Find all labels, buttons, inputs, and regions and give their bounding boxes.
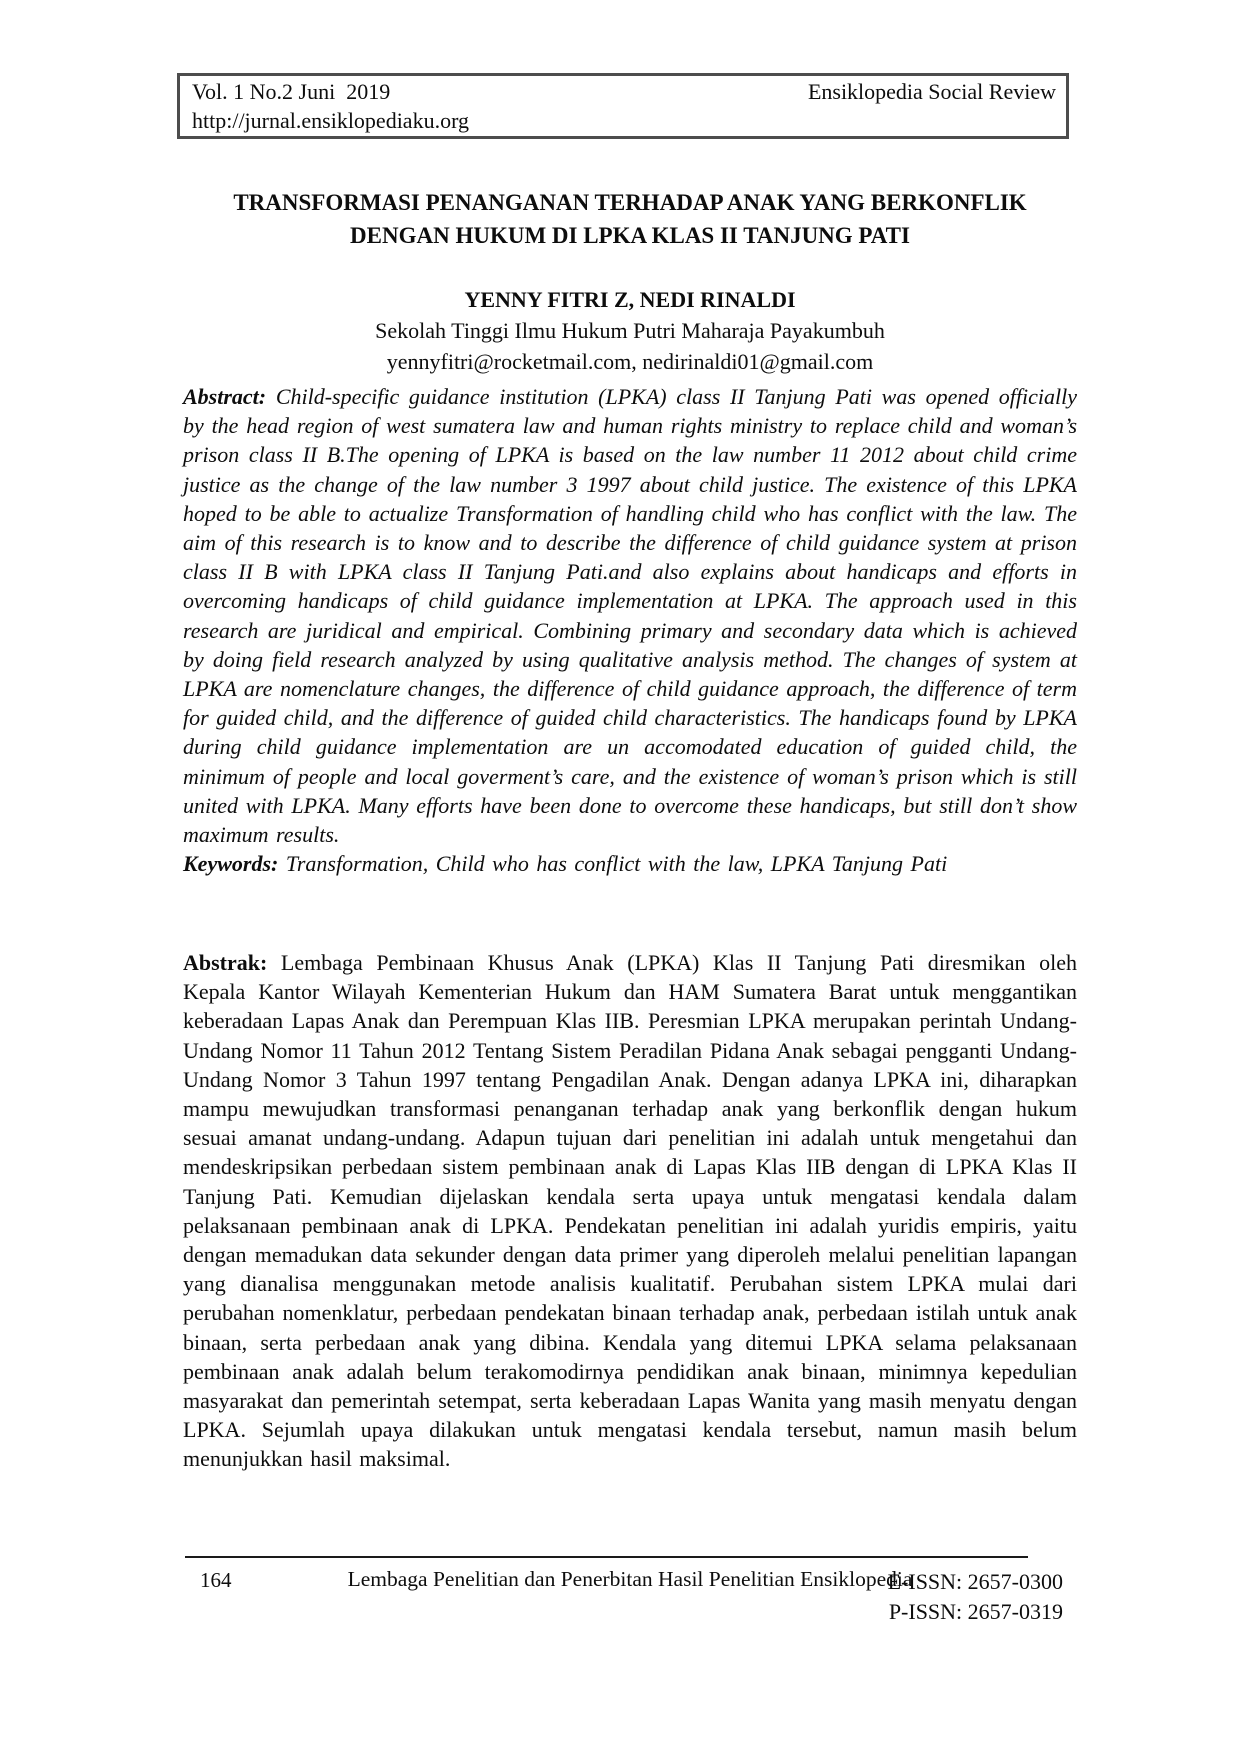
abstract-english xyxy=(183,382,1077,849)
title-line-1: TRANSFORMASI PENANGANAN TERHADAP ANAK YANG BERKONFLIK xyxy=(233,190,1027,215)
abstract-indonesian-text: Lembaga Pembinaan Khusus Anak (LPKA) Klas II Tanjung Pati diresmikan oleh Kepala Kantor Wilayah Kementerian Hukum dan HAM Sumatera Barat untuk menggantikan keberadaan Lapas Anak dan Perempuan Klas IIB. Peresmian LPKA merupakan perintah Undang-Undang Nomor 11 Tahun 2012 Tentang Sistem Peradilan Pidana Anak sebagai pengganti Undang-Undang Nomor 3 Tahun 1997 tentang Pengadilan Anak. Dengan adanya LPKA ini, diharapkan mampu mewujudkan transformasi penanganan terhadap anak yang berkonflik dengan hukum sesuai amanat undang-undang. Adapun tujuan dari penelitian ini adalah untuk mengetahui dan mendeskripsikan perbedaan sistem pembinaan anak di Lapas Klas IIB dengan di LPKA Klas II Tanjung Pati. Kemudian dijelaskan kendala serta upaya untuk mengatasi kendala dalam pelaksanaan pembinaan anak di LPKA. Pendekatan penelitian ini adalah yuridis empiris, yaitu dengan memadukan data sekunder dengan data primer yang diperoleh melalui penelitian lapangan yang dianalisa menggunakan metode analisis kualitatif. Perubahan sistem LPKA mulai dari perubahan nomenklatur, perbedaan pendekatan binaan terhadap anak, perbedaan istilah untuk anak binaan, serta perbedaan anak yang dibina. Kendala yang ditemui LPKA selama pelaksanaan pembinaan anak adalah belum terakomodirnya pendidikan anak binaan, minimnya kepedulian masyarakat dan pemerintah setempat, serta keberadaan Lapas Wanita yang masih menyatu dengan LPKA. Sejumlah upaya dilakukan untuk mengatasi kendala tersebut, namun masih belum menunjukkan hasil maksimal. xyxy=(183,950,1077,1472)
issn-block xyxy=(888,1567,1063,1627)
header-row-1 xyxy=(192,77,1056,106)
abstract-english-block xyxy=(183,382,1077,878)
abstract-indonesian-label: Abstrak: xyxy=(183,950,268,975)
abstract-english-text: Child-specific guidance institution (LPKA) class II Tanjung Pati was opened officially by the head region of west sumatera law and human rights ministry to replace child and woman’s prison class II B.The opening of LPKA is based on the law number 11 2012 about child crime justice as the change of the law number 3 1997 about child justice. The existence of this LPKA hoped to be able to actualize Transformation of handling child who has conflict with the law. The aim of this research is to know and to describe the difference of child guidance system at prison class II B with LPKA class II Tanjung Pati.and also explains about handicaps and efforts in overcoming handicaps of child guidance implementation at LPKA. The approach used in this research are juridical and empirical. Combining primary and secondary data which is achieved by doing field research analyzed by using qualitative analysis method. The changes of system at LPKA are nomenclature changes, the difference of child guidance approach, the difference of term for guided child, and the difference of guided child characteristics. The handicaps found by LPKA during child guidance implementation are un accomodated education of guided child, the minimum of people and local goverment’s care, and the existence of woman’s prison which is still united with LPKA. Many efforts have been done to overcome these handicaps, but still don’t show maximum results. xyxy=(183,384,1078,848)
abstract-indonesian xyxy=(183,948,1077,1474)
e-issn: E-ISSN: 2657-0300 xyxy=(887,1569,1063,1594)
footer-rule xyxy=(185,1556,1028,1558)
journal-url: http://jurnal.ensiklopediaku.org xyxy=(192,108,469,133)
author-block xyxy=(183,284,1077,377)
article-title xyxy=(183,186,1077,252)
authors: YENNY FITRI Z, NEDI RINALDI xyxy=(464,287,796,312)
title-line-2: DENGAN HUKUM DI LPKA KLAS II TANJUNG PATI xyxy=(350,223,910,248)
abstract-english-label: Abstract: xyxy=(183,384,267,409)
keywords-line xyxy=(183,849,1077,878)
keywords-text: Transformation, Child who has conflict with the law, LPKA Tanjung Pati xyxy=(285,851,948,877)
journal-name: Ensiklopedia Social Review xyxy=(807,79,1056,104)
abstract-indonesian-block xyxy=(183,948,1077,1474)
volume-info: Vol. 1 No.2 Juni 2019 xyxy=(192,79,391,104)
author-emails: yennyfitri@rocketmail.com, nedirinaldi01@gmail.com xyxy=(386,349,874,374)
header-row-2 xyxy=(192,106,1056,135)
page-number: 164 xyxy=(200,1568,232,1592)
keywords-label: Keywords: xyxy=(183,851,279,877)
p-issn: P-ISSN: 2657-0319 xyxy=(888,1599,1063,1624)
affiliation: Sekolah Tinggi Ilmu Hukum Putri Maharaja Payakumbuh xyxy=(375,318,885,343)
footer-publisher: Lembaga Penelitian dan Penerbitan Hasil Penelitian Ensiklopedia xyxy=(347,1567,913,1591)
journal-header-box xyxy=(177,73,1069,139)
